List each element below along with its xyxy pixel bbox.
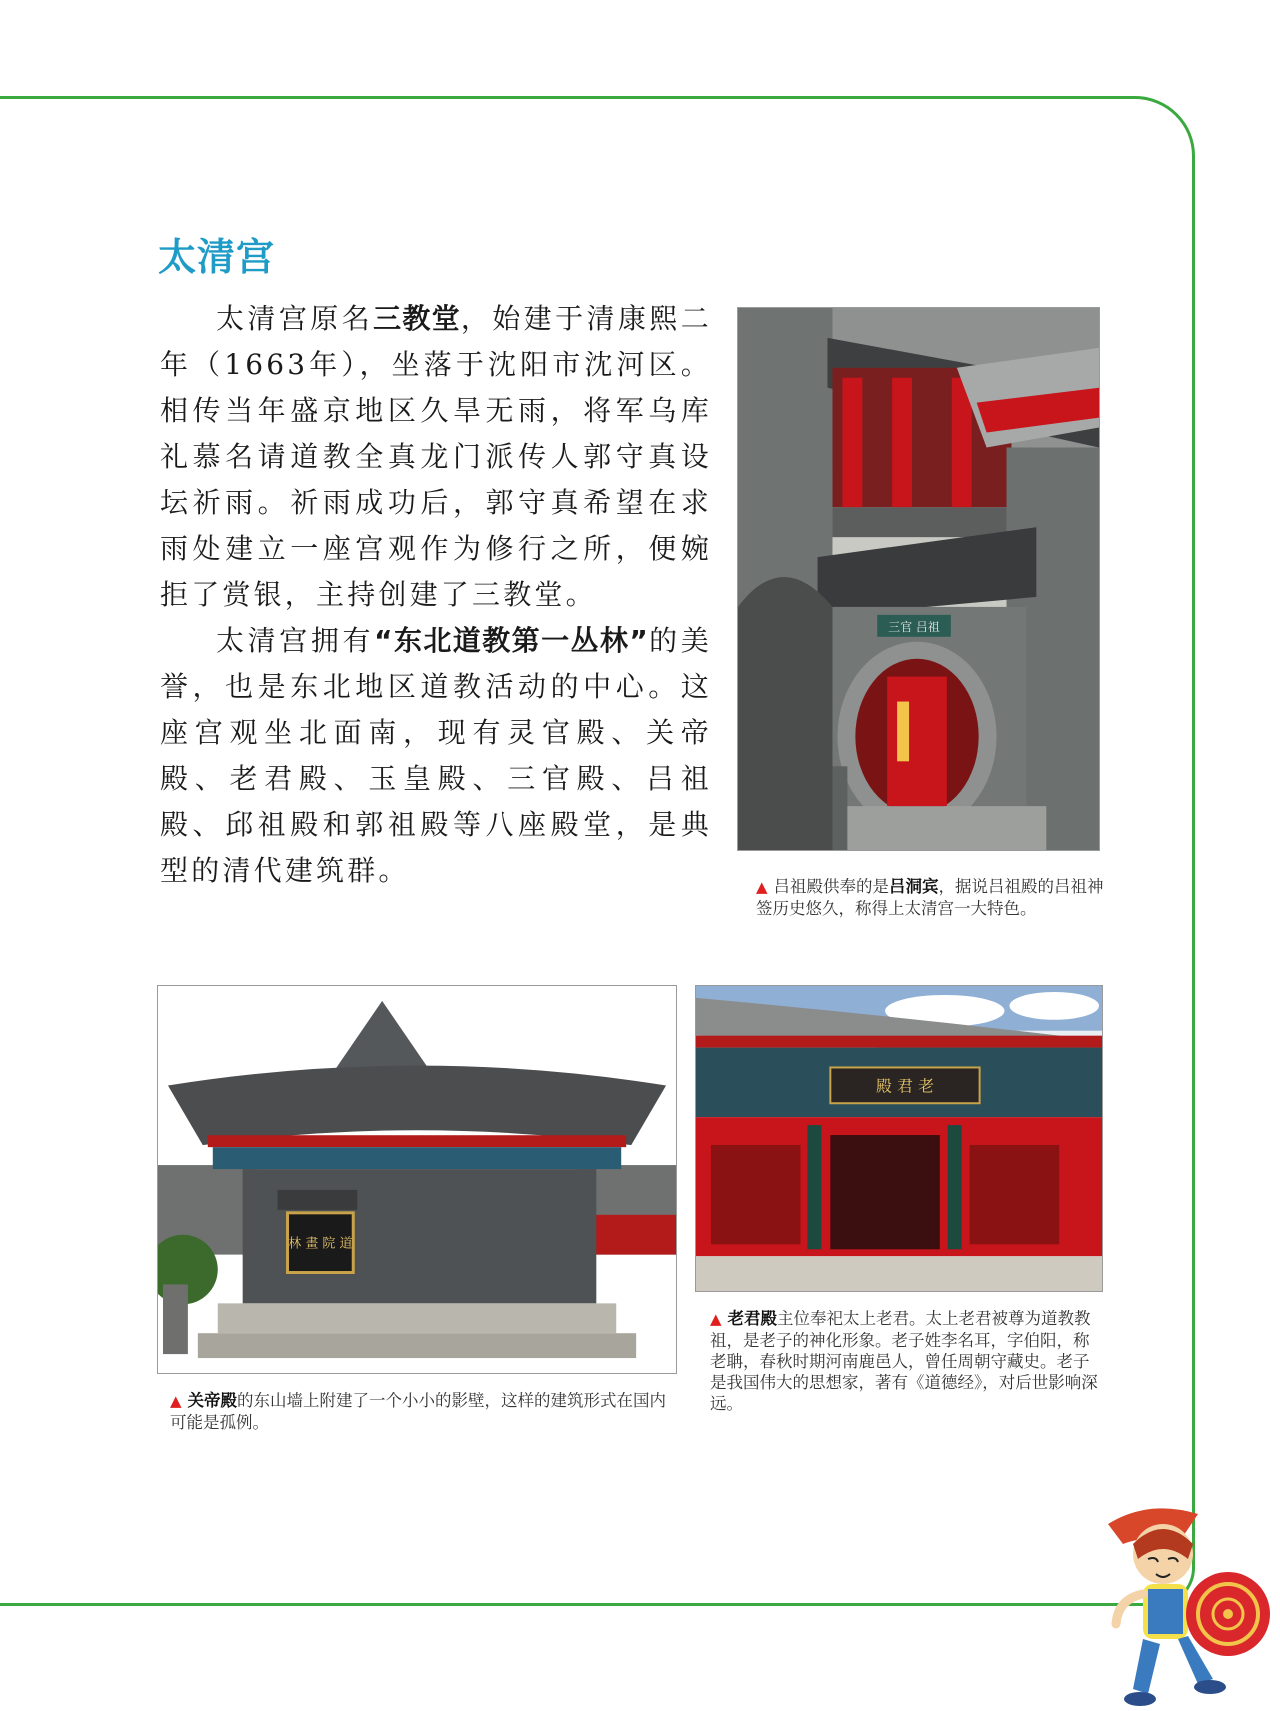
paragraph-1 [160, 296, 712, 618]
photo-guandi-hall [157, 985, 677, 1374]
caption-guandi-text: 的东山墙上附建了一个小小的影壁，这样的建筑形式在国内可能是孤例。 [170, 1391, 667, 1432]
photo-laojun-hall [695, 985, 1103, 1292]
caption-lvzu-name: 吕洞宾 [889, 877, 939, 896]
paragraph-1-emphasis: 三教堂 [373, 302, 461, 335]
paragraph-1-text-rest: ，始建于清康熙二年（1663年），坐落于沈阳市沈河区。相传当年盛京地区久旱无雨，将军乌库礼慕名请道教全真龙门派传人郭守真设坛祈雨。祈雨成功后，郭守真希望在求雨处建立一座宫观作为修行之所，便婉拒了赏银，主持创建了三教堂。 [160, 302, 712, 611]
photo-lvzu-hall [737, 307, 1100, 851]
caption-marker-icon: ▲ [756, 878, 768, 896]
paragraph-2-text-rest: 的美誉，也是东北地区道教活动的中心。这座宫观坐北面南，现有灵官殿、关帝殿、老君殿、玉皇殿、三官殿、吕祖殿、邱祖殿和郭祖殿等八座殿堂，是典型的清代建筑群。 [160, 624, 712, 887]
paragraph-2-text: 太清宫拥有 [216, 624, 375, 657]
laojun-plaque: 殿 君 老 [876, 1076, 934, 1096]
caption-laojun-name: 老君殿 [727, 1309, 778, 1328]
guandi-plaque: 林 畫 院 道 [288, 1236, 353, 1252]
caption-guandi-name: 关帝殿 [187, 1391, 238, 1410]
caption-lvzu-text: 吕祖殿供奉的是 [773, 877, 890, 896]
photo-laojun-illustration [696, 986, 1102, 1291]
lvzu-gate-sign: 三官 吕祖 [888, 619, 940, 634]
caption-guandi [170, 1390, 670, 1433]
caption-marker-icon: ▲ [710, 1310, 722, 1328]
article-body [160, 296, 712, 894]
paragraph-1-text: 太清宫原名 [216, 302, 374, 335]
paragraph-2 [160, 618, 712, 894]
caption-laojun-text: 主位奉祀太上老君。太上老君被尊为道教教祖，是老子的神化形象。老子姓李名耳，字伯阳，称老聃，春秋时期河南鹿邑人，曾任周朝守藏史。老子是我国伟大的思想家，著有《道德经》，对后世影响深远。 [710, 1309, 1098, 1413]
caption-lvzu [756, 876, 1106, 919]
page-title: 太清宫 [158, 234, 276, 279]
paragraph-2-emphasis: “东北道教第一丛林” [374, 624, 649, 657]
mascot-boy-icon [1088, 1504, 1278, 1711]
caption-marker-icon: ▲ [170, 1392, 182, 1410]
photo-lvzu-illustration [738, 308, 1099, 850]
photo-guandi-illustration [158, 986, 676, 1373]
caption-lvzu-text-rest: ，据说吕祖殿的吕祖神签历史悠久，称得上太清宫一大特色。 [756, 877, 1104, 918]
caption-laojun [710, 1308, 1100, 1414]
